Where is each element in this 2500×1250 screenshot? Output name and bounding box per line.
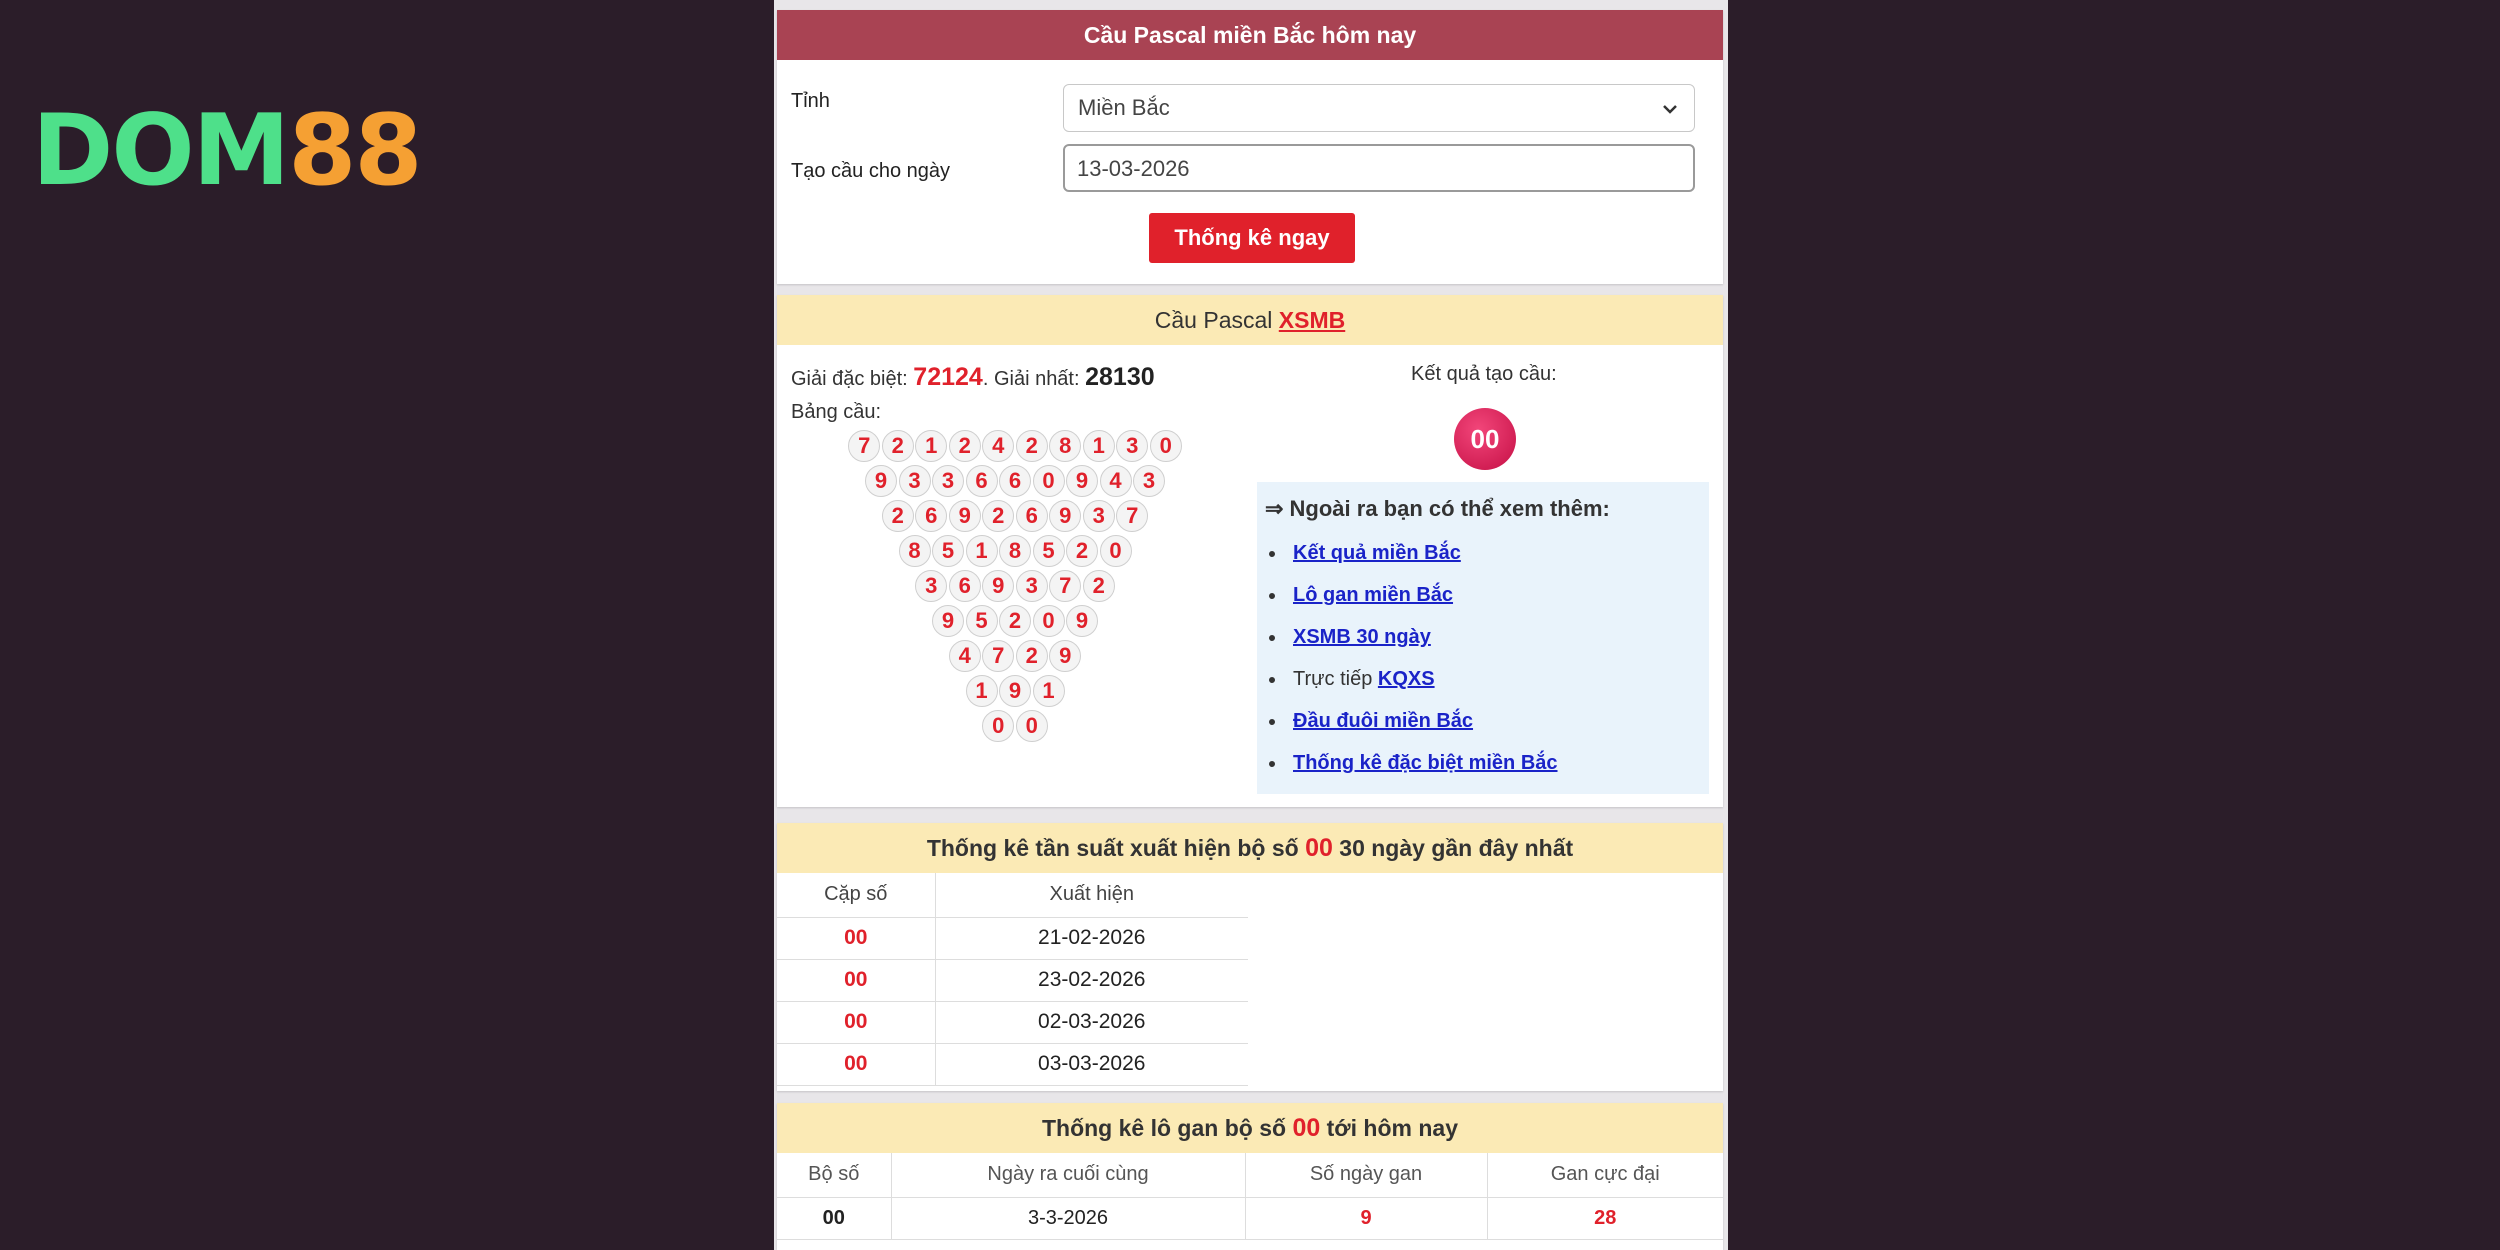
pair-cell: 00 — [777, 1001, 935, 1043]
list-item — [1257, 706, 1709, 748]
date-cell: 02-03-2026 — [935, 1001, 1248, 1043]
pascal-digit-ball: 3 — [1116, 430, 1148, 462]
pascal-digit-ball: 1 — [966, 535, 998, 567]
province-label: Tỉnh — [791, 90, 830, 112]
list-item — [1257, 748, 1709, 790]
date-label: Tạo cầu cho ngày — [791, 160, 950, 182]
xsmb-link[interactable]: XSMB — [1278, 307, 1346, 333]
result-ball: 00 — [1454, 408, 1516, 470]
submit-button[interactable]: Thống kê ngay — [1149, 213, 1355, 263]
lo-gan-card — [777, 1103, 1723, 1250]
pascal-digit-ball: 1 — [1033, 675, 1065, 707]
pascal-digit-ball: 2 — [882, 500, 914, 532]
col-pair: Cặp số — [777, 873, 935, 917]
pascal-digit-ball: 9 — [999, 675, 1031, 707]
pascal-digit-ball: 9 — [1049, 640, 1081, 672]
see-more-title: ⇒ Ngoài ra bạn có thể xem thêm: — [1265, 496, 1610, 521]
pascal-digit-ball: 9 — [1049, 500, 1081, 532]
pascal-title-text: Cầu Pascal — [1154, 307, 1279, 333]
pascal-digit-ball: 0 — [1016, 710, 1048, 742]
lo-gan-title-prefix: Thống kê lô gan bộ số — [1041, 1115, 1293, 1141]
link-kqxs[interactable]: KQXS — [1377, 668, 1435, 690]
pascal-digit-ball: 6 — [999, 465, 1031, 497]
pascal-digit-ball: 1 — [966, 675, 998, 707]
col-appear: Xuất hiện — [935, 873, 1248, 917]
first-prize-value: 28130 — [1085, 363, 1155, 391]
pascal-digit-ball: 0 — [1150, 430, 1182, 462]
pascal-digit-ball: 9 — [982, 570, 1014, 602]
pascal-digit-ball: 2 — [999, 605, 1031, 637]
date-cell: 23-02-2026 — [935, 959, 1248, 1001]
pascal-digit-ball: 5 — [966, 605, 998, 637]
form-title: Cầu Pascal miền Bắc hôm nay — [777, 10, 1723, 60]
pascal-digit-ball: 5 — [932, 535, 964, 567]
bo-so-cell: 00 — [777, 1197, 891, 1239]
frequency-title-prefix: Thống kê tần suất xuất hiện bộ số — [926, 835, 1306, 861]
pascal-digit-ball: 7 — [982, 640, 1014, 672]
lo-gan-title-number: 00 — [1292, 1114, 1321, 1142]
main-column — [774, 0, 1728, 1250]
link-ket-qua-mien-bac[interactable]: Kết quả miền Bắc — [1293, 542, 1461, 564]
pascal-digit-ball: 4 — [949, 640, 981, 672]
link-lo-gan-mien-bac[interactable]: Lô gan miền Bắc — [1293, 584, 1454, 606]
see-more-box — [1257, 482, 1709, 794]
first-prize-label: . Giải nhất: — [982, 368, 1080, 390]
special-prize-value: 72124 — [913, 363, 983, 391]
pascal-digit-ball: 3 — [1016, 570, 1048, 602]
table-row — [777, 917, 1248, 959]
pascal-digit-ball: 0 — [1033, 605, 1065, 637]
province-select[interactable] — [1063, 84, 1695, 132]
link-thong-ke-dac-biet[interactable]: Thống kê đặc biệt miền Bắc — [1293, 752, 1558, 774]
frequency-title-suffix: 30 ngày gần đây nhất — [1332, 835, 1574, 861]
lo-gan-table — [777, 1153, 1723, 1240]
pascal-digit-ball: 3 — [1083, 500, 1115, 532]
chevron-down-icon — [1660, 99, 1680, 119]
pascal-digit-ball: 5 — [1033, 535, 1065, 567]
list-item — [1257, 622, 1709, 664]
pascal-digit-ball: 2 — [882, 430, 914, 462]
gan-days-cell: 9 — [1245, 1197, 1487, 1239]
pascal-digit-ball: 4 — [982, 430, 1014, 462]
table-header-row — [777, 1153, 1723, 1197]
pascal-digit-ball: 6 — [966, 465, 998, 497]
date-cell: 03-03-2026 — [935, 1043, 1248, 1085]
table-header-row — [777, 873, 1248, 917]
pair-cell: 00 — [777, 917, 935, 959]
pascal-digit-ball: 6 — [949, 570, 981, 602]
pascal-triangle — [777, 295, 1247, 807]
col-ngay-ra-cuoi: Ngày ra cuối cùng — [891, 1153, 1245, 1197]
lo-gan-title-suffix: tới hôm nay — [1320, 1115, 1459, 1141]
list-item — [1257, 538, 1709, 580]
pascal-form-card — [777, 10, 1723, 284]
pascal-digit-ball: 2 — [1016, 640, 1048, 672]
table-row — [777, 959, 1248, 1001]
pascal-digit-ball: 6 — [915, 500, 947, 532]
frequency-card — [777, 823, 1723, 1091]
gan-max-cell: 28 — [1487, 1197, 1723, 1239]
frequency-title-number: 00 — [1305, 834, 1333, 862]
pascal-digit-ball: 3 — [1133, 465, 1165, 497]
list-item — [1257, 580, 1709, 622]
pascal-digit-ball: 2 — [1083, 570, 1115, 602]
province-selected-value: Miền Bắc — [1078, 95, 1170, 120]
pascal-digit-ball: 4 — [1100, 465, 1132, 497]
dom88-logo[interactable] — [32, 94, 421, 208]
pascal-digit-ball: 1 — [915, 430, 947, 462]
see-more-list — [1257, 538, 1709, 790]
pascal-digit-ball: 8 — [899, 535, 931, 567]
link-dau-duoi-mien-bac[interactable]: Đầu đuôi miền Bắc — [1293, 710, 1474, 732]
pascal-digit-ball: 2 — [982, 500, 1014, 532]
table-row — [777, 1043, 1248, 1085]
table-row — [777, 1197, 1723, 1239]
pascal-digit-ball: 7 — [1116, 500, 1148, 532]
pascal-table-label: Bảng cầu: — [791, 401, 882, 423]
truc-tiep-text: Trực tiếp — [1293, 668, 1378, 690]
link-xsmb-30-ngay[interactable]: XSMB 30 ngày — [1293, 626, 1431, 648]
pascal-digit-ball: 3 — [899, 465, 931, 497]
pascal-digit-ball: 9 — [949, 500, 981, 532]
frequency-table — [777, 873, 1248, 1086]
pascal-digit-ball: 2 — [949, 430, 981, 462]
pascal-digit-ball: 1 — [1083, 430, 1115, 462]
col-so-ngay-gan: Số ngày gan — [1245, 1153, 1487, 1197]
pascal-digit-ball: 3 — [915, 570, 947, 602]
date-cell: 21-02-2026 — [935, 917, 1248, 959]
pascal-result-card — [777, 295, 1723, 807]
pair-cell: 00 — [777, 1043, 935, 1085]
pascal-digit-ball: 6 — [1016, 500, 1048, 532]
result-label: Kết quả tạo cầu: — [1411, 363, 1557, 385]
pascal-digit-ball: 9 — [1066, 605, 1098, 637]
col-gan-cuc-dai: Gan cực đại — [1487, 1153, 1723, 1197]
pascal-digit-ball: 9 — [1066, 465, 1098, 497]
last-date-cell: 3-3-2026 — [891, 1197, 1245, 1239]
pascal-digit-ball: 9 — [865, 465, 897, 497]
pascal-digit-ball: 0 — [1033, 465, 1065, 497]
frequency-title — [777, 823, 1723, 873]
pascal-digit-ball: 9 — [932, 605, 964, 637]
pascal-digit-ball: 0 — [982, 710, 1014, 742]
pascal-digit-ball: 3 — [932, 465, 964, 497]
pascal-digit-ball: 0 — [1100, 535, 1132, 567]
special-prize-label: Giải đặc biệt: — [791, 368, 908, 390]
table-row — [777, 1001, 1248, 1043]
list-item — [1257, 664, 1709, 706]
pascal-digit-ball: 2 — [1016, 430, 1048, 462]
logo-text-88: 88 — [288, 94, 421, 208]
pascal-digit-ball: 8 — [999, 535, 1031, 567]
pascal-digit-ball: 7 — [1049, 570, 1081, 602]
pair-cell: 00 — [777, 959, 935, 1001]
lo-gan-title — [777, 1103, 1723, 1153]
pascal-digit-ball: 2 — [1066, 535, 1098, 567]
pascal-digit-ball: 7 — [848, 430, 880, 462]
date-input[interactable]: 13-03-2026 — [1063, 144, 1695, 192]
logo-text-dom: DOM — [32, 94, 289, 208]
col-bo-so: Bộ số — [777, 1153, 891, 1197]
pascal-digit-ball: 8 — [1049, 430, 1081, 462]
